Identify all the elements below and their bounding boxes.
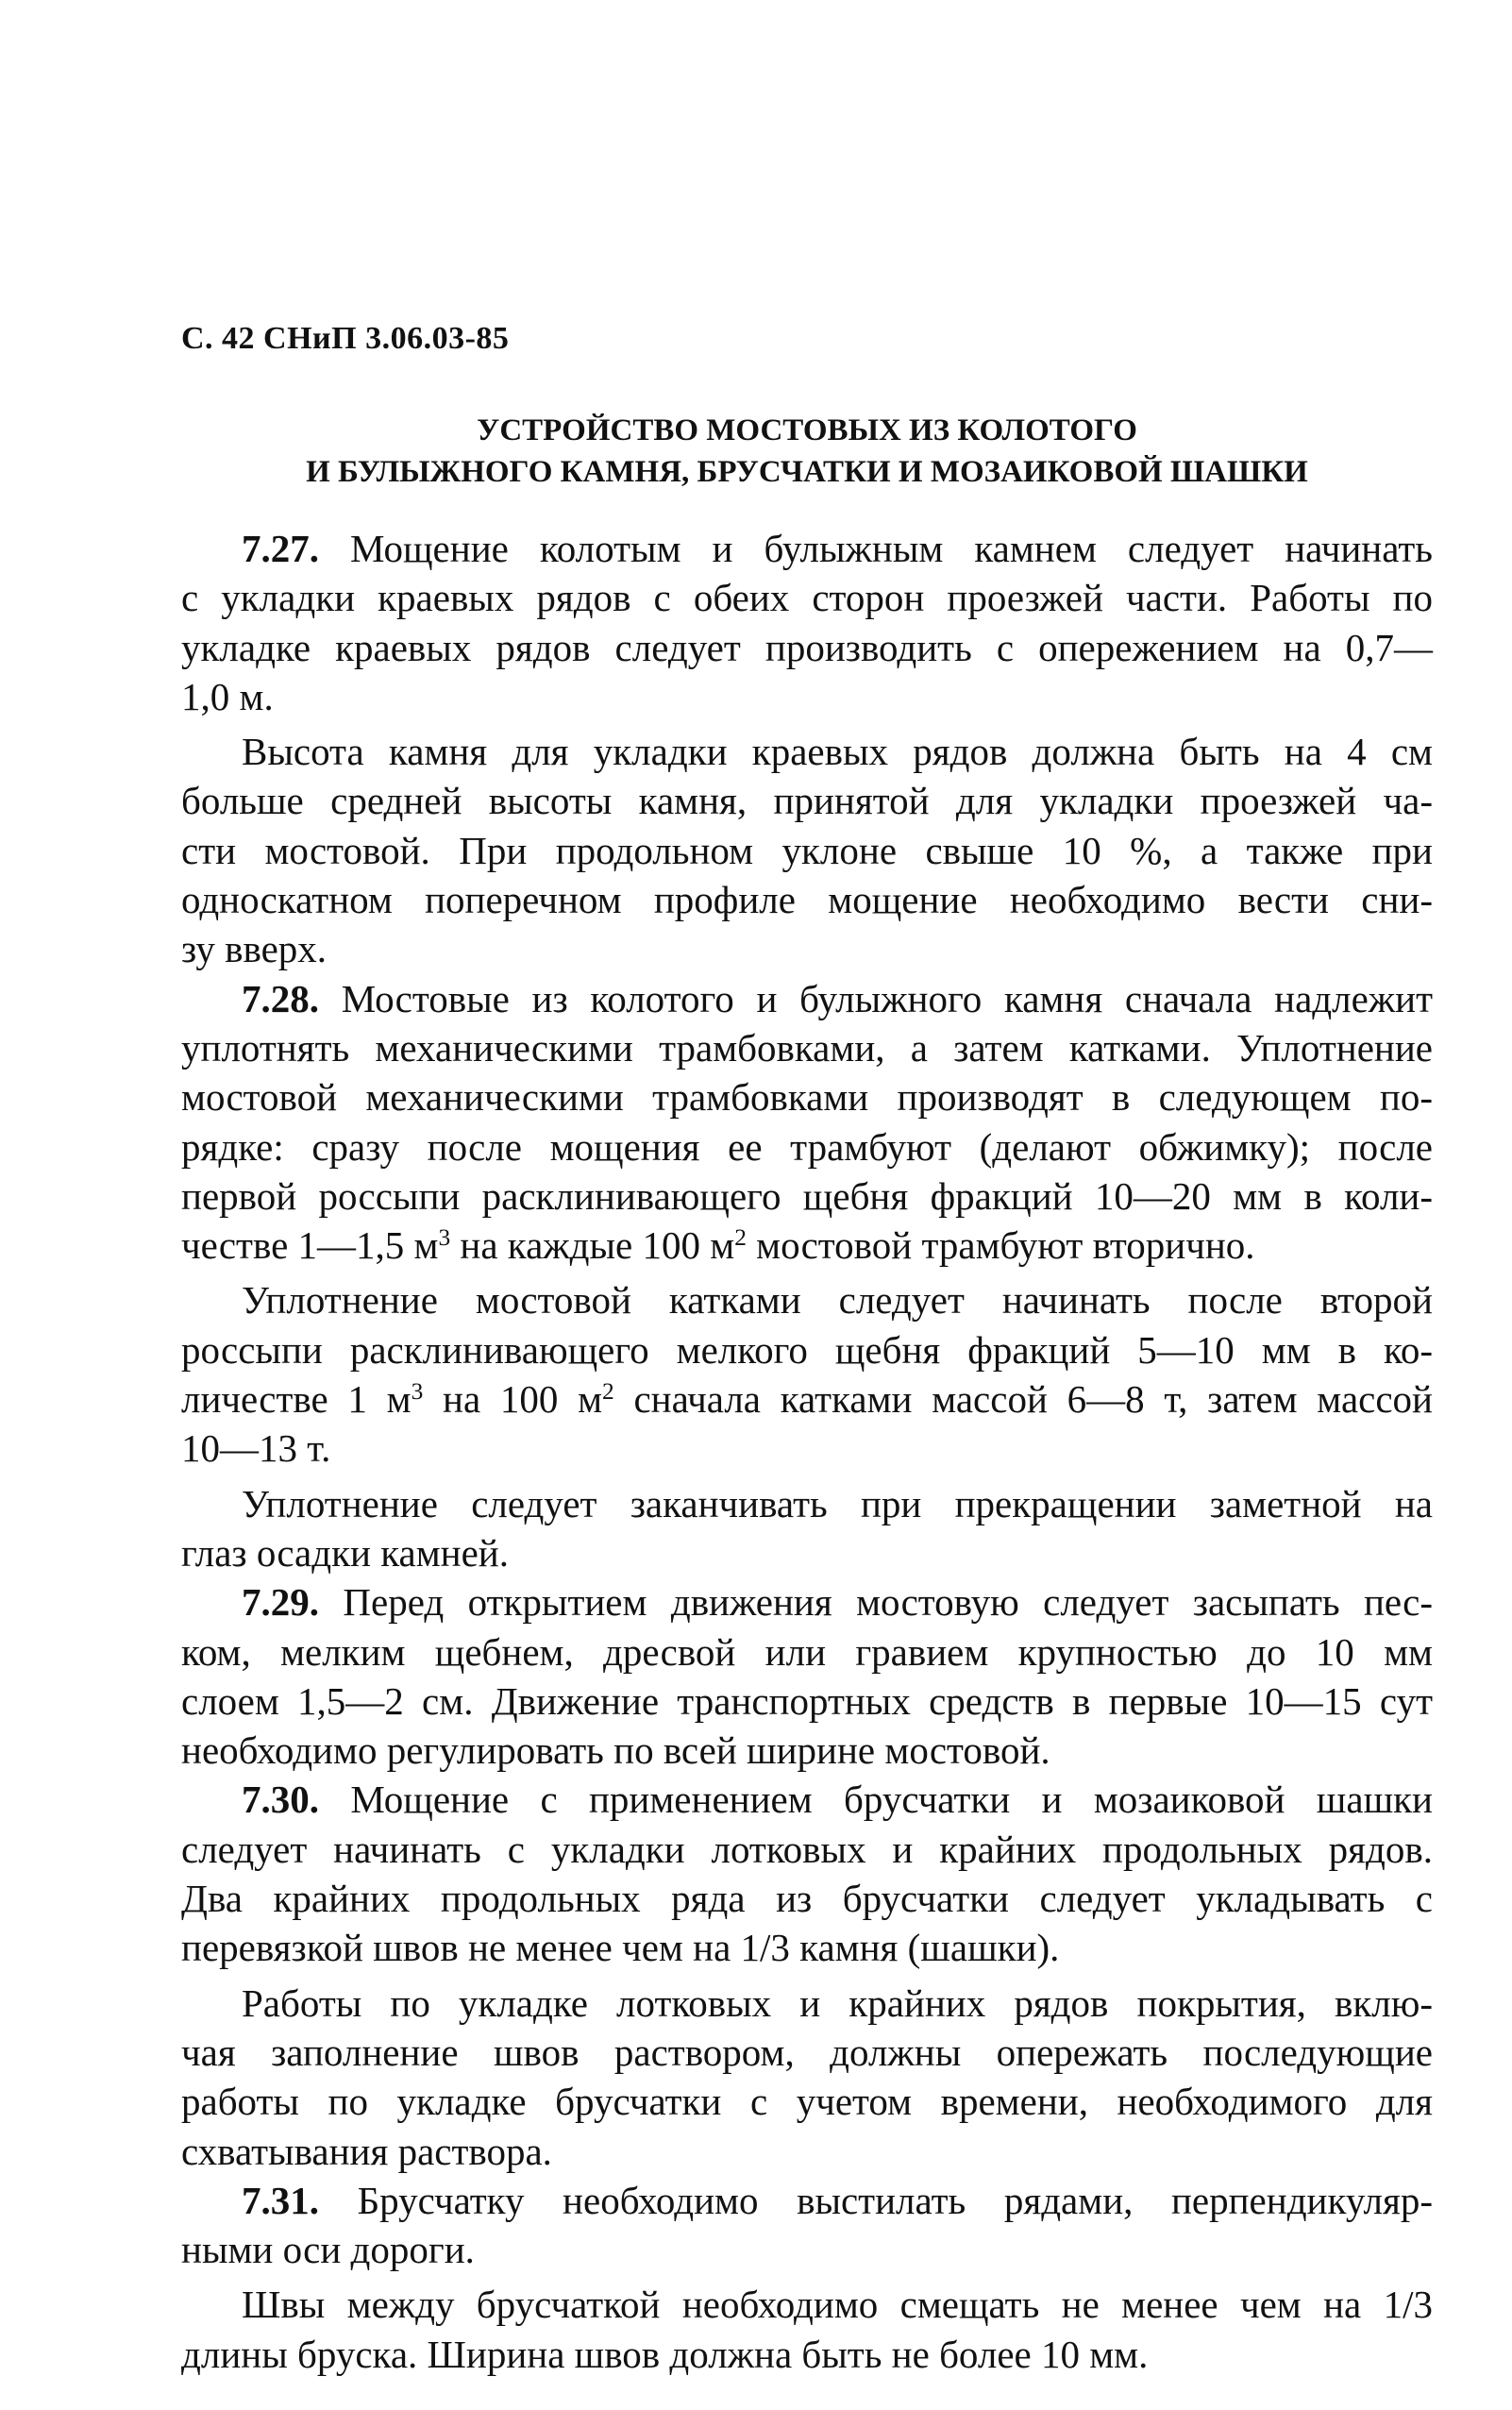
superscript: 2: [602, 1378, 614, 1406]
text-run: чая заполнение швов раствором, должны опережать последующие: [181, 2030, 1433, 2074]
text-run: россыпи расклинивающего мелкого щебня фракций 5—10 мм в ко-: [181, 1327, 1433, 1372]
text-line: [181, 2077, 1433, 2126]
clause-number: 7.30.: [242, 1778, 319, 1822]
text-line: [181, 672, 1433, 721]
text-line: [181, 1221, 1433, 1270]
text-run: Мощение с применением брусчатки и мозаиковой шашки: [319, 1778, 1433, 1822]
text-line: [181, 1775, 1433, 1824]
text-line: [181, 875, 1433, 924]
section-heading-line-1: УСТРОЙСТВО МОСТОВЫХ ИЗ КОЛОТОГО: [477, 413, 1137, 447]
text-run: ком, мелким щебнем, дресвой или гравием крупностью до 10 мм: [181, 1629, 1433, 1674]
text-line: [181, 1979, 1433, 2028]
superscript: 3: [438, 1224, 451, 1252]
text-run: слоем 1,5—2 см. Движение транспортных средств в первые 10—15 сут: [181, 1678, 1433, 1723]
text-run: Высота камня для укладки краевых рядов должна быть на 4 см: [242, 730, 1433, 774]
text-run: Перед открытием движения мостовую следует засыпать пес-: [319, 1580, 1433, 1625]
text-line: [181, 1726, 1433, 1775]
text-run: схватывания раствора.: [181, 2129, 552, 2173]
text-run: мостовой трамбуют вторично.: [746, 1223, 1255, 1268]
text-line: [181, 524, 1433, 573]
text-line: [181, 1923, 1433, 1972]
text-line: [181, 776, 1433, 825]
text-run: работы по укладке брусчатки с учетом времени, необходимого для: [181, 2080, 1433, 2124]
text-line: [181, 1122, 1433, 1171]
text-line: [181, 2280, 1433, 2329]
text-run: на 100 м: [423, 1377, 603, 1422]
clause-number: 7.27.: [242, 527, 319, 570]
text-line: [181, 924, 1433, 973]
text-line: [181, 1374, 1433, 1424]
text-line: [181, 1677, 1433, 1726]
text-line: [181, 974, 1433, 1023]
text-run: честве 1—1,5 м: [181, 1223, 439, 1268]
text-line: [181, 1072, 1433, 1121]
text-run: длины бруска. Ширина швов должна быть не более 10 мм.: [181, 2332, 1149, 2376]
text-run: сти мостовой. При продольном уклоне свыше 10 %, а также при: [181, 828, 1433, 872]
text-line: [181, 1874, 1433, 1923]
clause-number: 7.28.: [242, 976, 319, 1020]
text-line: [181, 1577, 1433, 1626]
text-line: [181, 2127, 1433, 2176]
document-body: [181, 524, 1433, 2379]
text-line: [181, 826, 1433, 875]
text-run: ными оси дороги.: [181, 2228, 475, 2272]
text-line: [181, 727, 1433, 776]
text-run: больше средней высоты камня, принятой для укладки проезжей ча-: [181, 779, 1433, 823]
text-run: 1,0 м.: [181, 674, 274, 718]
text-run: следует начинать с укладки лотковых и крайних продольных рядов.: [181, 1827, 1433, 1871]
text-run: Швы между брусчаткой необходимо смещать не менее чем на 1/3: [242, 2283, 1433, 2327]
text-run: Мостовые из колотого и булыжного камня сначала надлежит: [319, 976, 1433, 1020]
text-run: Работы по укладке лотковых и крайних рядов покрытия, вклю-: [242, 1980, 1433, 2025]
superscript: 3: [411, 1378, 424, 1406]
text-run: личестве 1 м: [181, 1377, 412, 1422]
superscript: 2: [734, 1224, 747, 1252]
text-line: [181, 1479, 1433, 1528]
text-line: [181, 1171, 1433, 1221]
text-run: глаз осадки камней.: [181, 1530, 509, 1575]
text-run: сначала катками массой 6—8 т, затем массой: [613, 1377, 1433, 1422]
text-line: [181, 1424, 1433, 1473]
text-line: [181, 573, 1433, 622]
text-line: [181, 623, 1433, 672]
text-run: односкатном поперечном профиле мощение необходимо вести сни-: [181, 878, 1433, 922]
text-line: [181, 1275, 1433, 1324]
clause-number: 7.31.: [242, 2178, 319, 2222]
text-run: Брусчатку необходимо выстилать рядами, перпендикуляр-: [319, 2178, 1433, 2222]
text-run: зу вверх.: [181, 927, 328, 971]
text-run: Уплотнение мостовой катками следует начинать после второй: [242, 1278, 1433, 1323]
text-run: перевязкой швов не менее чем на 1/3 камня (шашки).: [181, 1926, 1060, 1970]
text-line: [181, 1627, 1433, 1677]
text-run: первой россыпи расклинивающего щебня фракций 10—20 мм в коли-: [181, 1173, 1433, 1218]
clause-number: 7.29.: [242, 1580, 319, 1625]
text-run: Мощение колотым и булыжным камнем следует начинать: [319, 527, 1433, 570]
text-run: с укладки краевых рядов с обеих сторон проезжей части. Работы по: [181, 576, 1433, 620]
section-heading-line-2: И БУЛЫЖНОГО КАМНЯ, БРУСЧАТКИ И МОЗАИКОВОЙ ШАШКИ: [306, 455, 1308, 489]
text-run: 10—13 т.: [181, 1426, 331, 1471]
text-run: на каждые 100 м: [450, 1223, 735, 1268]
text-line: [181, 2176, 1433, 2225]
text-line: [181, 1825, 1433, 1874]
text-run: рядке: сразу после мощения ее трамбуют (делают обжимку); после: [181, 1124, 1433, 1169]
text-line: [181, 2225, 1433, 2274]
text-line: [181, 1023, 1433, 1072]
text-run: Уплотнение следует заканчивать при прекращении заметной на: [242, 1481, 1433, 1525]
text-run: Два крайних продольных ряда из брусчатки следует укладывать с: [181, 1877, 1433, 1921]
text-run: необходимо регулировать по всей ширине мостовой.: [181, 1728, 1050, 1773]
text-line: [181, 2330, 1433, 2379]
text-line: [181, 2028, 1433, 2077]
text-run: мостовой механическими трамбовками производят в следующем по-: [181, 1075, 1433, 1120]
running-head: С. 42 СНиП 3.06.03-85: [181, 321, 510, 356]
text-run: укладке краевых рядов следует производить с опережением на 0,7—: [181, 625, 1433, 669]
text-line: [181, 1528, 1433, 1577]
text-line: [181, 1325, 1433, 1374]
text-run: уплотнять механическими трамбовками, а затем катками. Уплотнение: [181, 1025, 1433, 1070]
